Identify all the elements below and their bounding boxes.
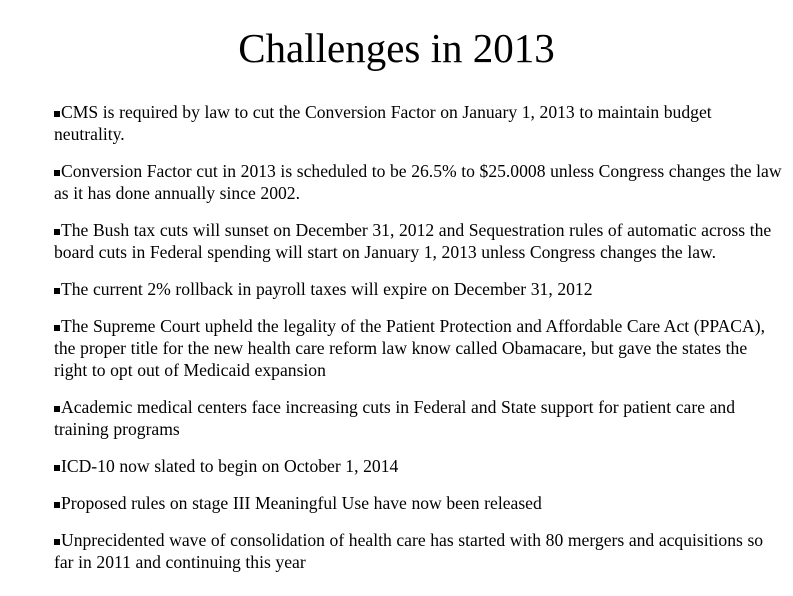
bullet-text: Academic medical centers face increasing cuts in Federal and State support for patient care and training programs [54, 397, 735, 439]
square-bullet-icon [54, 288, 60, 294]
bullet-text: The current 2% rollback in payroll taxes will expire on December 31, 2012 [61, 279, 593, 299]
square-bullet-icon [54, 170, 60, 176]
bullet-text: Conversion Factor cut in 2013 is scheduled to be 26.5% to $25.0008 unless Congress changes the law as it has done annually since 2002. [54, 161, 782, 203]
bullet-text: CMS is required by law to cut the Conversion Factor on January 1, 2013 to maintain budget neutrality. [54, 102, 712, 144]
bullet-item [54, 396, 784, 440]
square-bullet-icon [54, 111, 60, 117]
bullet-list [54, 101, 784, 588]
square-bullet-icon [54, 229, 60, 235]
bullet-text: Unprecidented wave of consolidation of health care has started with 80 mergers and acquisitions so far in 2011 and continuing this year [54, 530, 764, 572]
slide-title: Challenges in 2013 [238, 25, 555, 71]
bullet-item [54, 101, 784, 145]
square-bullet-icon [54, 539, 60, 545]
bullet-item [54, 160, 784, 204]
bullet-item [54, 529, 784, 573]
bullet-item [54, 492, 784, 514]
bullet-text: The Bush tax cuts will sunset on December 31, 2012 and Sequestration rules of automatic across the board cuts in Federal spending will start on January 1, 2013 unless Congress changes the law. [54, 220, 772, 262]
bullet-item [54, 315, 784, 381]
bullet-item [54, 455, 784, 477]
square-bullet-icon [54, 465, 60, 471]
bullet-text: The Supreme Court upheld the legality of the Patient Protection and Affordable Care Act (PPACA), the proper title for the new health care reform law know called Obamacare, but gave the states the right to opt out of Medicaid expansion [54, 316, 765, 380]
bullet-text: Proposed rules on stage III Meaningful Use have now been released [61, 493, 542, 513]
bullet-text: ICD-10 now slated to begin on October 1, 2014 [61, 456, 399, 476]
bullet-item [54, 278, 784, 300]
square-bullet-icon [54, 502, 60, 508]
square-bullet-icon [54, 325, 60, 331]
square-bullet-icon [54, 406, 60, 412]
bullet-item [54, 219, 784, 263]
